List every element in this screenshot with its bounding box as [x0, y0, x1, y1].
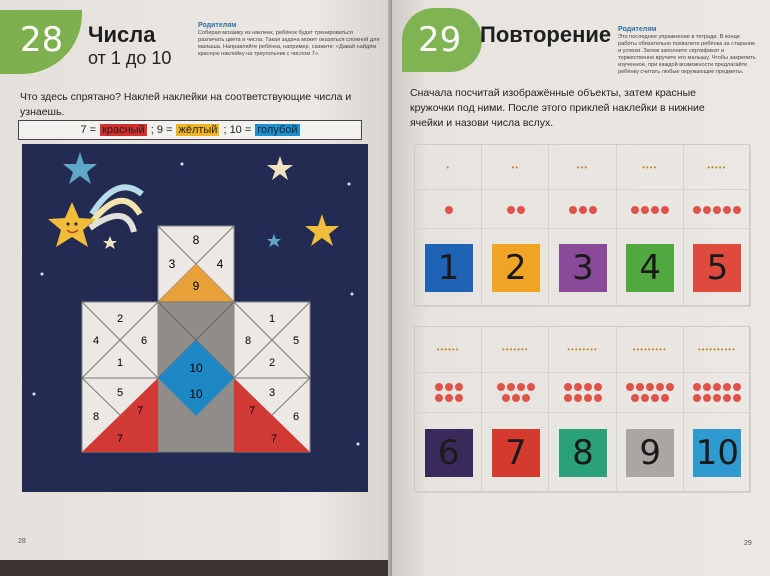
red-dot — [733, 206, 741, 214]
grid-cell — [415, 327, 482, 373]
grid-cell — [482, 413, 549, 493]
page-title: Повторение — [480, 22, 612, 47]
number-sticker: 1 — [425, 244, 473, 292]
red-dot — [713, 206, 721, 214]
grid-cell — [684, 327, 751, 373]
red-dot — [584, 394, 592, 402]
star-icon — [267, 156, 293, 180]
rabbit-icon: •••• — [642, 162, 658, 172]
star-icon — [305, 214, 339, 246]
red-dot — [512, 394, 520, 402]
duck-icon: ••••••• — [501, 345, 529, 355]
red-dot — [594, 383, 602, 391]
red-dot — [703, 383, 711, 391]
left-page — [0, 0, 392, 560]
red-dot — [455, 394, 463, 402]
red-dot — [723, 206, 731, 214]
red-dot — [435, 394, 443, 402]
grid-cell — [617, 190, 684, 229]
red-dot — [651, 206, 659, 214]
fish-icon: •••••••• — [567, 345, 598, 355]
grid-cell — [617, 229, 684, 307]
mosaic-number: 5 — [292, 335, 300, 347]
mosaic-number: 2 — [116, 313, 124, 325]
mosaic-number: 10 — [189, 361, 203, 375]
grid-cell — [617, 373, 684, 413]
red-dot — [574, 394, 582, 402]
grid-cell — [549, 229, 616, 307]
grid-cell — [549, 413, 616, 493]
counting-grid-bottom — [414, 326, 750, 492]
mosaic-number: 6 — [140, 335, 148, 347]
red-dot — [733, 394, 741, 402]
red-dot — [661, 394, 669, 402]
mosaic-number: 6 — [292, 411, 300, 423]
mosaic-number: 3 — [268, 387, 276, 399]
grid-cell — [684, 229, 751, 307]
red-dot — [723, 394, 731, 402]
grid-cell — [549, 145, 616, 190]
fly-icon: ••••••••• — [632, 345, 667, 355]
left-block — [82, 302, 158, 452]
parents-text: Собирая мозаику из наклеек, ребёнок будет тренироваться различать цвета и числа. Такая задача может оказаться сложной для малыша. Направляйте ребёнка, например, скажите: «Давай найдём красную наклейку на треугольник с числом 7». — [198, 30, 380, 57]
zebra-icon: ••• — [576, 162, 589, 172]
color-legend — [18, 120, 362, 140]
grid-cell — [684, 145, 751, 190]
red-dot — [636, 383, 644, 391]
page-title: Числа — [88, 22, 156, 47]
grid-cell — [482, 373, 549, 413]
red-dot — [693, 394, 701, 402]
mosaic-number: 8 — [244, 335, 252, 347]
lesson-number: 29 — [418, 20, 462, 60]
red-dot — [733, 383, 741, 391]
red-dot — [569, 206, 577, 214]
center-block — [158, 302, 234, 452]
red-dot — [641, 206, 649, 214]
star-icon — [267, 234, 281, 247]
grid-cell — [617, 145, 684, 190]
red-dot — [507, 383, 515, 391]
grid-cell — [415, 190, 482, 229]
mosaic-number: 4 — [216, 257, 224, 271]
grid-cell — [684, 373, 751, 413]
red-dot — [713, 394, 721, 402]
star-icon — [103, 236, 117, 249]
red-dot — [584, 383, 592, 391]
red-dot — [651, 394, 659, 402]
mosaic-number: 9 — [192, 279, 200, 293]
red-dot — [445, 394, 453, 402]
red-dot — [517, 383, 525, 391]
instruction: Сначала посчитай изображённые объекты, затем красные кружочки под ними. После этого приклей наклейки в нижние ячейки и назови числа вслух. — [410, 87, 705, 129]
mosaic-number: 8 — [192, 233, 200, 247]
red-dot — [445, 383, 453, 391]
number-sticker: 5 — [693, 244, 741, 292]
parents-note — [618, 26, 758, 76]
mosaic-number: 7 — [116, 433, 124, 445]
mosaic-number: 2 — [268, 357, 276, 369]
grid-cell — [549, 327, 616, 373]
red-dot — [507, 206, 515, 214]
mosaic-number: 7 — [248, 405, 256, 417]
red-dot — [445, 206, 453, 214]
grid-cell — [549, 373, 616, 413]
red-dot — [517, 206, 525, 214]
number-sticker: 6 — [425, 429, 473, 477]
grid-cell — [482, 327, 549, 373]
number-sticker: 8 — [559, 429, 607, 477]
red-dot — [435, 383, 443, 391]
red-dot — [594, 394, 602, 402]
legend-sep1: ; 9 = — [150, 124, 173, 136]
grid-cell — [482, 145, 549, 190]
grid-cell — [415, 373, 482, 413]
page-number: 28 — [18, 538, 26, 545]
red-dot — [656, 383, 664, 391]
red-dot — [631, 394, 639, 402]
grid-cell — [482, 190, 549, 229]
red-dot — [641, 394, 649, 402]
mosaic-number: 1 — [268, 313, 276, 325]
mosaic-number: 8 — [92, 411, 100, 423]
giraffe-icon: •• — [511, 162, 520, 172]
smiling-star-icon — [48, 202, 96, 247]
number-sticker: 2 — [492, 244, 540, 292]
parents-heading: Родителям — [618, 26, 657, 33]
number-sticker: 7 — [492, 429, 540, 477]
red-dot — [497, 383, 505, 391]
red-dot — [693, 383, 701, 391]
grid-cell — [415, 413, 482, 493]
red-dot — [626, 383, 634, 391]
mosaic-number: 4 — [92, 335, 100, 347]
red-dot — [631, 206, 639, 214]
grid-cell — [684, 190, 751, 229]
red-dot — [713, 383, 721, 391]
mosaic-number: 7 — [270, 433, 278, 445]
parents-heading: Родителям — [198, 22, 237, 29]
legend-red: красный — [102, 124, 145, 136]
lesson-number: 28 — [20, 20, 64, 60]
lesson-badge — [402, 8, 482, 72]
red-dot — [564, 394, 572, 402]
cat-icon: • — [446, 162, 450, 172]
grid-cell — [617, 413, 684, 493]
page-subtitle: от 1 до 10 — [88, 48, 172, 68]
red-dot — [723, 383, 731, 391]
number-sticker: 9 — [626, 429, 674, 477]
instruction: Что здесь спрятано? Наклей наклейки на соответствующие числа и узнаешь. — [20, 91, 352, 118]
legend-sep2: ; 10 = — [223, 124, 252, 136]
red-dot — [661, 206, 669, 214]
grid-cell — [415, 229, 482, 307]
legend-yellow: жёлтый — [178, 124, 218, 136]
star-icon — [63, 152, 97, 184]
grid-cell — [549, 190, 616, 229]
number-sticker: 10 — [693, 429, 741, 477]
red-dot — [703, 206, 711, 214]
number-sticker: 4 — [626, 244, 674, 292]
red-dot — [522, 394, 530, 402]
turtle-icon: ••••• — [707, 162, 727, 172]
grid-cell — [617, 327, 684, 373]
tower-block — [158, 226, 234, 302]
red-dot — [703, 394, 711, 402]
red-dot — [455, 383, 463, 391]
lesson-badge — [0, 10, 82, 74]
red-dot — [666, 383, 674, 391]
red-dot — [502, 394, 510, 402]
mosaic-number: 1 — [116, 357, 124, 369]
number-sticker: 3 — [559, 244, 607, 292]
red-dot — [646, 383, 654, 391]
ant-icon: •••••••••• — [697, 345, 736, 355]
red-dot — [579, 206, 587, 214]
grid-cell — [684, 413, 751, 493]
page-number: 29 — [744, 540, 752, 547]
grid-cell — [482, 229, 549, 307]
counting-grid-top — [414, 144, 750, 306]
grid-cell — [415, 145, 482, 190]
parents-note — [198, 22, 380, 58]
mosaic-number: 3 — [168, 257, 176, 271]
mosaic-number: 10 — [189, 387, 203, 401]
mosaic-number: 5 — [116, 387, 124, 399]
right-block — [234, 302, 310, 452]
red-dot — [527, 383, 535, 391]
right-page — [392, 0, 770, 576]
mosaic-number: 7 — [136, 405, 144, 417]
mosaic-picture — [22, 144, 368, 492]
legend-blue: голубой — [257, 124, 298, 136]
red-dot — [564, 383, 572, 391]
red-dot — [574, 383, 582, 391]
parents-text: Это последнее упражнение в тетради. В конце работы обязательно похвалите ребёнка за старание и успехи. Затем заполните сертификат и торжественно вручите его малышу. Чтобы закрепить изученное, при каждой возможности предлагайте ребёнку считать любые окружающие предметы. — [618, 34, 756, 75]
red-dot — [589, 206, 597, 214]
car-icon: •••••• — [436, 345, 460, 355]
legend-seven: 7 = — [80, 124, 97, 136]
red-dot — [693, 206, 701, 214]
